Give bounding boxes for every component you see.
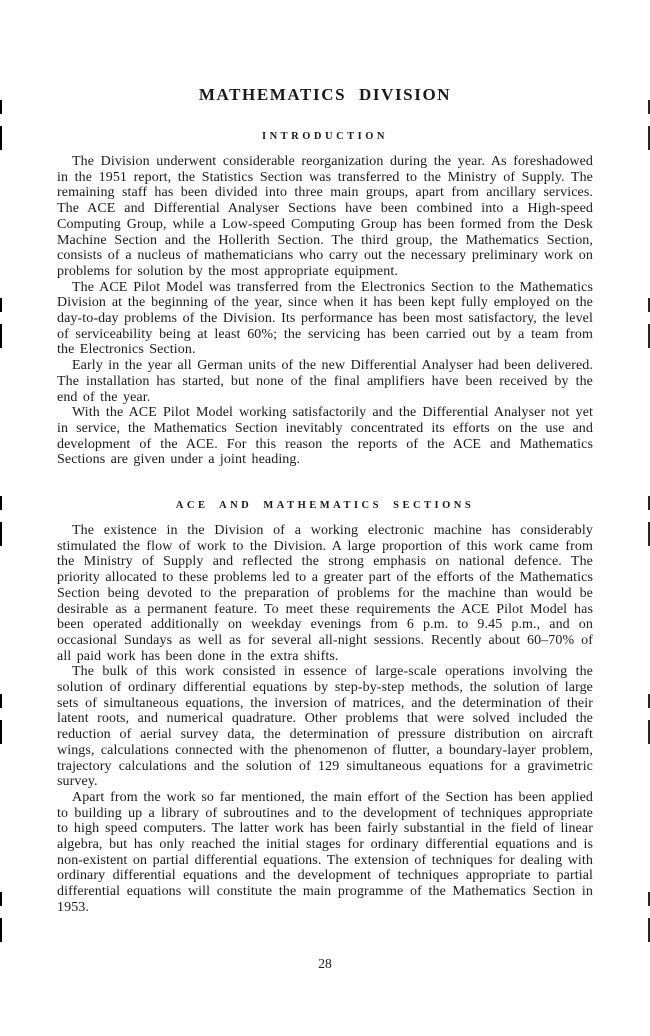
section-ace-and-mathematics — [57, 523, 593, 916]
paragraph: Apart from the work so far mentioned, the main effort of the Section has been applied to building up a library of subroutines and to the development of techniques appropriate to high speed computers. The latter work has been fairly substantial in the field of linear algebra, but has only reached the initial stages for ordinary differential equations and is non-existent on partial differential equations. The extension of techniques for dealing with ordinary differential equations and the development of techniques appropriate to partial differential equations will constitute the main programme of the Mathematics Section in 1953. — [57, 789, 593, 915]
page-title: MATHEMATICS DIVISION — [198, 85, 452, 104]
page-content — [57, 131, 593, 916]
scan-edge-marks-left — [0, 0, 2, 1036]
paragraph: The ACE Pilot Model was transferred from the Electronics Section to the Mathematics Division at the beginning of the year, since when it has been kept fully employed on the day-to-day problems of the Division. Its performance has been most satisfactory, the level of serviceability being at least 60%; the servicing has been carried out by a team from the Electronics Section. — [57, 279, 593, 358]
paragraph: The Division underwent considerable reorganization during the year. As foreshadowed in the 1951 report, the Statistics Section was transferred to the Ministry of Supply. The remaining staff has been divided into three main groups, apart from ancillary services. The ACE and Differential Analyser Sections have been combined into a High-speed Computing Group, while a Low-speed Computing Group has been formed from the Desk Machine Section and the Hollerith Section. The third group, the Mathematics Section, consists of a nucleus of mathematicians who carry out the necessary preliminary work on problems for solution by the most appropriate equipment. — [57, 154, 593, 279]
paragraph: The existence in the Division of a working electronic machine has considerably stimulated the flow of work to the Division. A large proportion of this work came from the Ministry of Supply and reflected the strong emphasis on national defence. The priority allocated to these problems led to a greater part of the efforts of the Mathematics Section being devoted to the preparation of problems for the machine than would be desirable as a permanent feature. To meet these requirements the ACE Pilot Model has been operated additionally on weekday evenings from 6 p.m. to 9.45 p.m., and on occasional Sundays as well as for several all-night sessions. Recently about 60–70% of all paid work has been done in the extra shifts. — [57, 523, 593, 664]
section-heading-ace-and-mathematics: ACE AND MATHEMATICS SECTIONS — [175, 500, 475, 511]
paragraph: The bulk of this work consisted in essence of large-scale operations involving the solution of ordinary differential equations by step-by-step methods, the solution of large sets of simultaneous equations, the inversion of matrices, and the determination of their latent roots, and numerical quadrature. Other problems that were solved included the reduction of aerial survey data, the determination of pressure distribution on aircraft wings, calculations connected with the phenomenon of flutter, a boundary-layer problem, trajectory calculations and the solution of 129 simultaneous equations for a gravimetric survey. — [57, 664, 593, 790]
paragraph: With the ACE Pilot Model working satisfactorily and the Differential Analyser not yet in service, the Mathematics Section inevitably concentrated its efforts on the use and development of the ACE. For this reason the reports of the ACE and Mathematics Sections are given under a joint heading. — [57, 405, 593, 468]
section-introduction — [57, 154, 593, 484]
section-heading-introduction: INTRODUCTION — [261, 131, 388, 142]
page-number: 28 — [318, 956, 332, 971]
paragraph: Early in the year all German units of the new Differential Analyser had been delivered. The installation has started, but none of the final amplifiers have been received by the end of the year. — [57, 358, 593, 405]
